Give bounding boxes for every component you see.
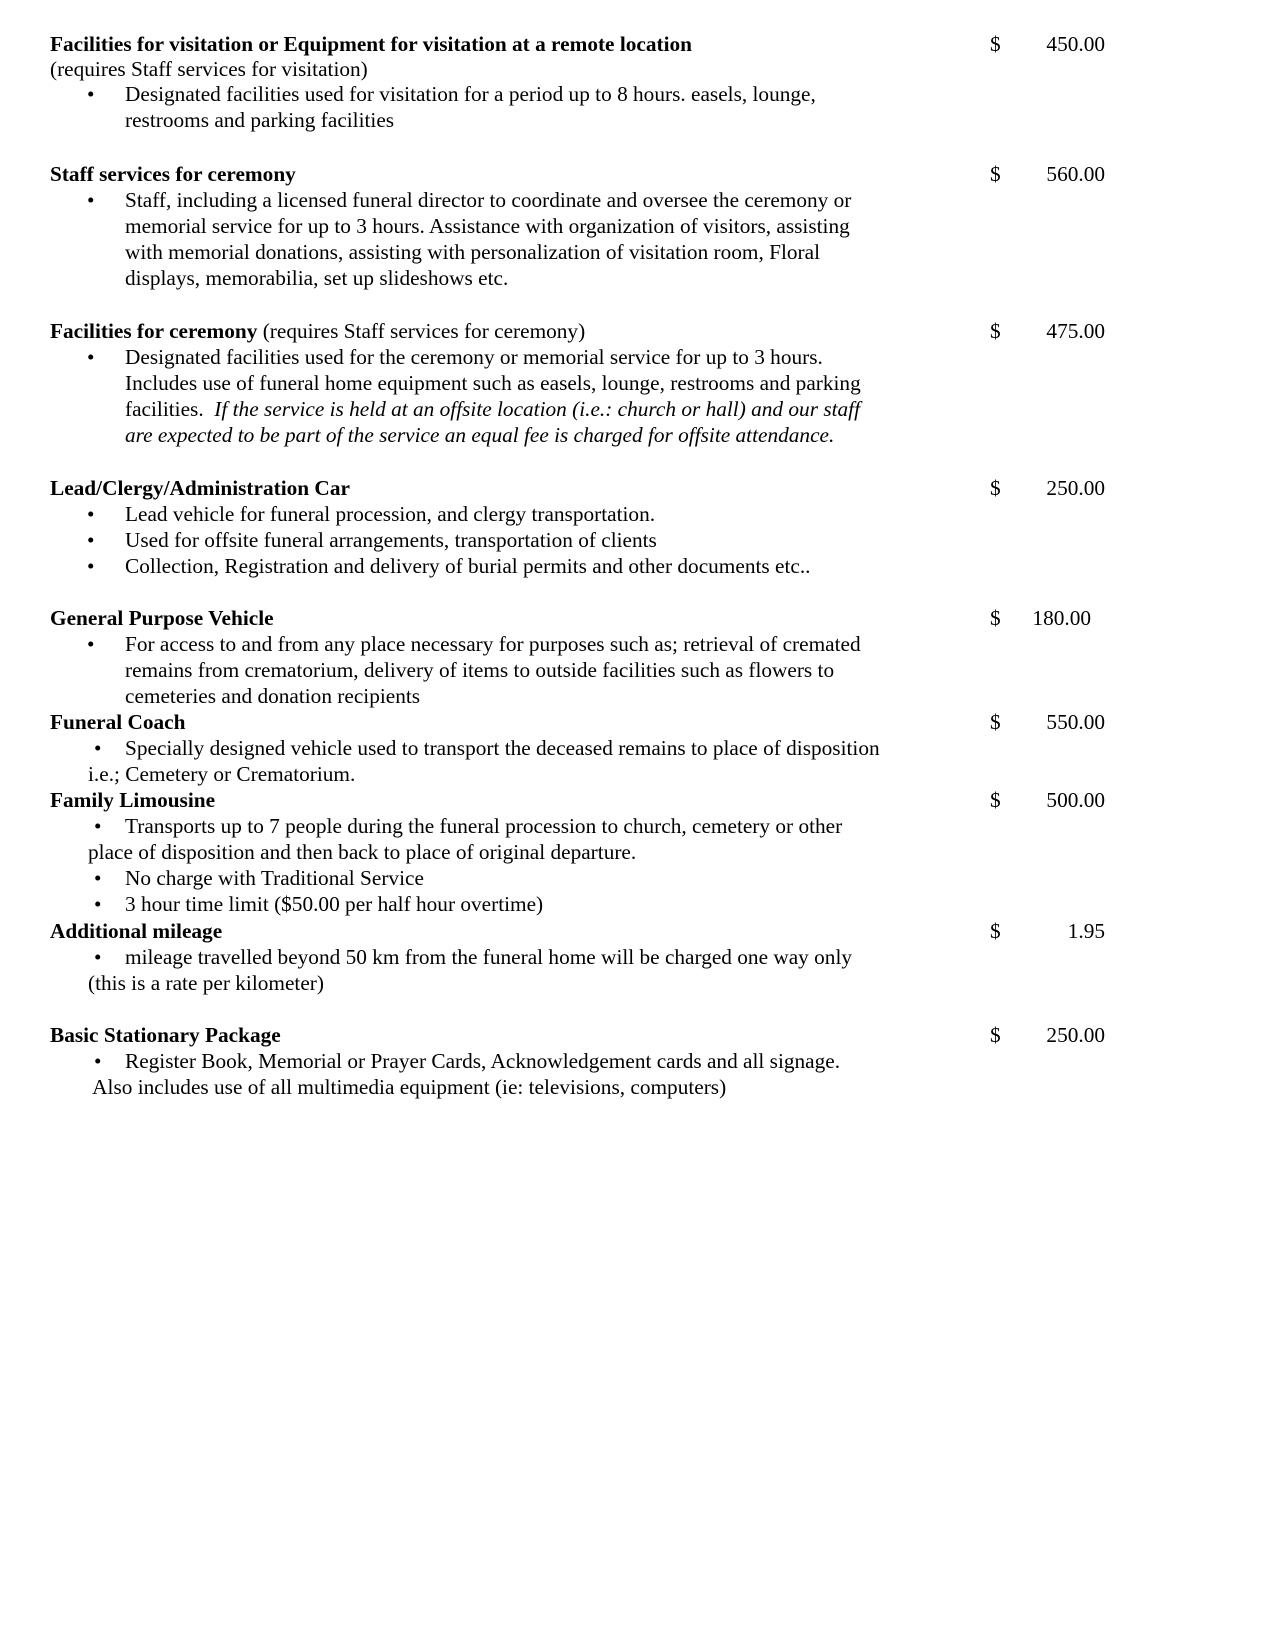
bullet-text: Lead vehicle for funeral procession, and clergy transportation. [125,502,656,526]
offsite-note: If the service is held at an offsite location (i.e.: church or hall) and our staff [214,397,861,421]
item-title-suffix: (requires Staff services for ceremony) [257,319,586,343]
currency-symbol: $ [990,476,1001,500]
item-title-line [50,318,585,344]
item-title: Facilities for ceremony [50,319,258,343]
item-title: Family Limousine [50,788,216,812]
item-price: 1.95 [1067,919,1105,943]
bullet-text: Collection, Registration and delivery of burial permits and other documents etc.. [125,554,811,578]
bullet-text: memorial service for up to 3 hours. Assistance with organization of visitors, assisting [125,214,850,238]
currency-symbol: $ [990,788,1001,812]
bullet-text: (this is a rate per kilometer) [88,971,324,995]
bullet-text: No charge with Traditional Service [125,866,424,890]
bullet-icon: • [87,502,95,526]
bullet-text: facilities. [125,397,215,421]
currency-symbol: $ [990,919,1001,943]
bullet-text: place of disposition and then back to place of original departure. [88,840,637,864]
item-title: General Purpose Vehicle [50,606,274,630]
bullet-text: mileage travelled beyond 50 km from the funeral home will be charged one way only [125,945,853,969]
bullet-icon: • [94,1049,102,1073]
item-price: 450.00 [1046,32,1105,56]
bullet-icon: • [87,632,95,656]
bullet-icon: • [87,188,95,212]
bullet-icon: • [87,528,95,552]
bullet-text: Staff, including a licensed funeral director to coordinate and oversee the ceremony or [125,188,852,212]
bullet-text: cemeteries and donation recipients [125,684,421,708]
currency-symbol: $ [990,162,1001,186]
bullet-icon: • [87,82,95,106]
bullet-text: Designated facilities used for visitation for a period up to 8 hours. easels, lounge, [125,82,816,106]
item-price: 500.00 [1046,788,1105,812]
bullet-icon: • [94,814,102,838]
bullet-text: Includes use of funeral home equipment such as easels, lounge, restrooms and parking [125,371,861,395]
bullet-text: displays, memorabilia, set up slideshows etc. [125,266,509,290]
bullet-text: Designated facilities used for the ceremony or memorial service for up to 3 hours. [125,345,823,369]
bullet-text: Register Book, Memorial or Prayer Cards, Acknowledgement cards and all signage. [125,1049,841,1073]
bullet-text-line [125,396,860,422]
item-title: Funeral Coach [50,710,186,734]
bullet-text: with memorial donations, assisting with personalization of visitation room, Floral [125,240,821,264]
bullet-text: Also includes use of all multimedia equipment (ie: televisions, computers) [88,1075,727,1099]
bullet-text: restrooms and parking facilities [125,108,395,132]
bullet-text: Specially designed vehicle used to transport the deceased remains to place of disposition [125,736,880,760]
item-title: Staff services for ceremony [50,162,296,186]
currency-symbol: $ [990,710,1001,734]
item-subtitle: (requires Staff services for visitation) [50,57,368,81]
item-title: Facilities for visitation or Equipment for visitation at a remote location [50,32,693,56]
bullet-icon: • [87,345,95,369]
bullet-text: Used for offsite funeral arrangements, transportation of clients [125,528,657,552]
bullet-icon: • [87,554,95,578]
bullet-icon: • [94,892,102,916]
item-price: 560.00 [1046,162,1105,186]
item-price: 550.00 [1046,710,1105,734]
bullet-icon: • [94,736,102,760]
bullet-text: remains from crematorium, delivery of items to outside facilities such as flowers to [125,658,835,682]
bullet-text: i.e.; Cemetery or Crematorium. [88,762,356,786]
item-price: 250.00 [1046,476,1105,500]
item-price: 475.00 [1046,319,1105,343]
currency-symbol: $ [990,32,1001,56]
currency-symbol: $ [990,319,1001,343]
bullet-icon: • [94,945,102,969]
offsite-note: are expected to be part of the service an equal fee is charged for offsite attendance. [125,423,835,447]
item-price: 250.00 [1046,1023,1105,1047]
bullet-text: 3 hour time limit ($50.00 per half hour overtime) [125,892,544,916]
bullet-text: For access to and from any place necessary for purposes such as; retrieval of cremated [125,632,861,656]
bullet-icon: • [94,866,102,890]
item-title: Additional mileage [50,919,223,943]
item-price: 180.00 [1032,606,1091,630]
item-title: Lead/Clergy/Administration Car [50,476,350,500]
currency-symbol: $ [990,1023,1001,1047]
item-title: Basic Stationary Package [50,1023,281,1047]
currency-symbol: $ [990,606,1001,630]
bullet-text: Transports up to 7 people during the funeral procession to church, cemetery or other [125,814,843,838]
